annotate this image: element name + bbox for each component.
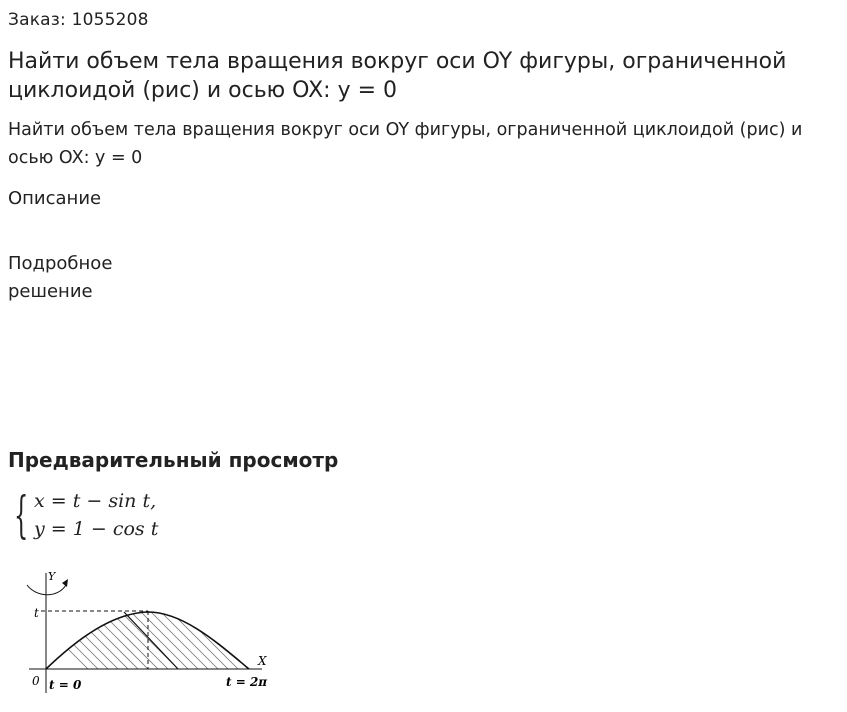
cycloid-diagram (24, 565, 272, 695)
x-axis-label: X (258, 654, 267, 668)
max-level-label: t (34, 606, 39, 620)
equation-x: x = t − sin t, (34, 490, 157, 512)
parametric-equations (14, 487, 184, 547)
page-title: Найти объем тела вращения вокруг оси OY фигуры, ограниченной циклоидой (рис) и осью OX: y = 0 (8, 49, 787, 103)
preview-title: Предварительный просмотр (8, 448, 339, 472)
order-number: Заказ: 1055208 (8, 10, 149, 30)
t-start-label: t = 0 (49, 678, 82, 692)
hatch-fill (24, 575, 264, 675)
cycloid-figure (24, 565, 272, 695)
left-brace-icon: { (14, 486, 29, 544)
t-end-label: t = 2π (226, 675, 268, 689)
y-axis-label: Y (48, 570, 56, 583)
task-description: Найти объем тела вращения вокруг оси OY фигуры, ограниченной циклоидой (рис) и осью OX: y = 0 (8, 120, 803, 168)
origin-label: 0 (32, 674, 40, 688)
detailed-solution-label: Подробное решение (8, 253, 113, 302)
description-label: Описание (8, 188, 102, 209)
equation-y: y = 1 − cos t (34, 518, 159, 540)
